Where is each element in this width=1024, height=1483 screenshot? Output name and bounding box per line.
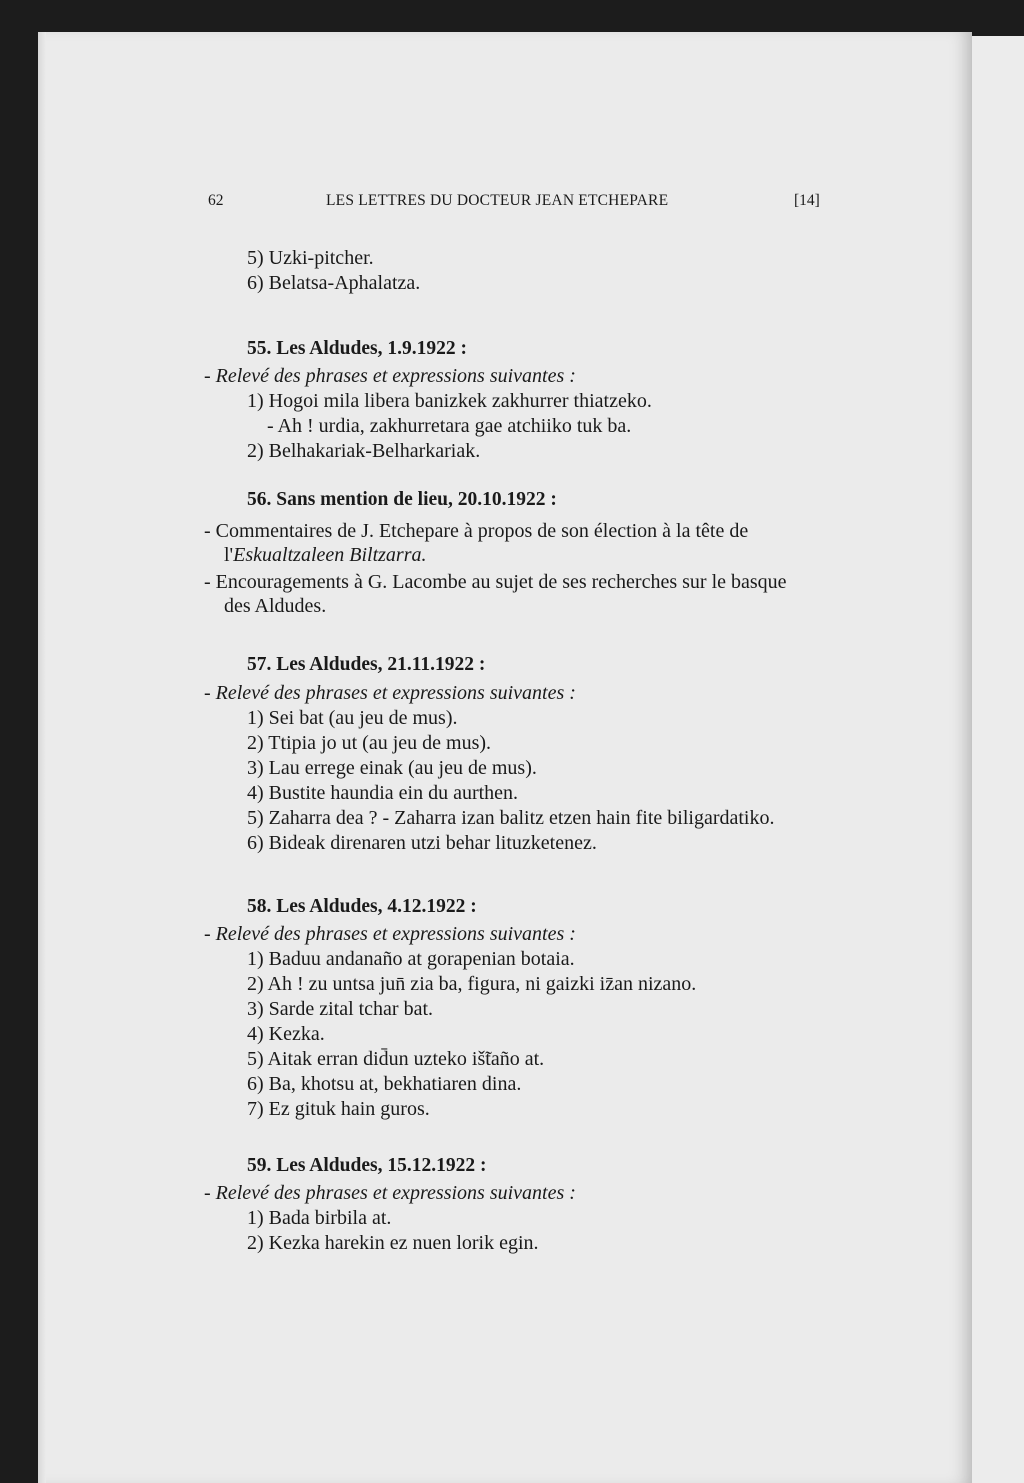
list-item: 1) Sei bat (au jeu de mus).	[247, 707, 458, 729]
list-item: 6) Belatsa-Aphalatza.	[247, 272, 421, 294]
page-number: 62	[208, 192, 224, 209]
section-heading: 58. Les Aldudes, 4.12.1922 :	[247, 896, 477, 917]
list-item: 7) Ez gituk hain guros.	[247, 1098, 430, 1120]
list-item: 5) Zaharra dea ? - Zaharra izan balitz etzen hain fite biligardatiko.	[247, 807, 775, 829]
list-item: 2) Ttipia jo ut (au jeu de mus).	[247, 732, 492, 754]
list-item: 4) Kezka.	[247, 1023, 325, 1045]
list-item: 5) Aitak erran did̄un uzteko iš̃taño at.	[247, 1048, 545, 1070]
page-gutter-shadow	[38, 32, 46, 1483]
list-item: 1) Baduu andanaño at gorapenian botaia.	[247, 948, 575, 970]
section-intro: - Relevé des phrases et expressions suivantes :	[204, 682, 576, 704]
list-item: 2) Ah ! zu untsa jun̄ zia ba, figura, ni gaizki iz̄an nizano.	[247, 973, 697, 995]
list-item: 3) Lau errege einak (au jeu de mus).	[247, 757, 537, 779]
list-item: 5) Uzki-pitcher.	[247, 247, 374, 269]
list-item: 6) Bideak direnaren utzi behar lituzketenez.	[247, 832, 597, 854]
section-intro: - Relevé des phrases et expressions suivantes :	[204, 1182, 576, 1204]
section-heading: 57. Les Aldudes, 21.11.1922 :	[247, 654, 486, 675]
running-title: LES LETTRES DU DOCTEUR JEAN ETCHEPARE	[326, 192, 669, 209]
list-item: 2) Kezka harekin ez nuen lorik egin.	[247, 1232, 539, 1254]
section-heading: 59. Les Aldudes, 15.12.1922 :	[247, 1155, 487, 1176]
paragraph-text: l'	[224, 544, 234, 566]
list-item: 1) Bada birbila at.	[247, 1207, 392, 1229]
section-intro: - Relevé des phrases et expressions suivantes :	[204, 365, 576, 387]
paragraph-line	[224, 543, 427, 567]
section-heading: 56. Sans mention de lieu, 20.10.1922 :	[247, 489, 557, 510]
running-header	[0, 192, 1024, 216]
section-intro: - Relevé des phrases et expressions suivantes :	[204, 923, 576, 945]
list-item: 3) Sarde zital tchar bat.	[247, 998, 434, 1020]
paragraph-line: - Commentaires de J. Etchepare à propos de son élection à la tête de	[204, 520, 749, 542]
paragraph-line: - Encouragements à G. Lacombe au sujet de ses recherches sur le basque	[204, 571, 787, 593]
list-item: - Ah ! urdia, zakhurretara gae atchiiko tuk ba.	[267, 415, 632, 437]
list-item: 2) Belhakariak-Belharkariak.	[247, 440, 481, 462]
paragraph-line: des Aldudes.	[224, 595, 327, 617]
page-reference: [14]	[794, 192, 820, 209]
list-item: 4) Bustite haundia ein du aurthen.	[247, 782, 519, 804]
list-item: 1) Hogoi mila libera banizkek zakhurrer thiatzeko.	[247, 390, 652, 412]
list-item: 6) Ba, khotsu at, bekhatiaren dina.	[247, 1073, 522, 1095]
facing-page-edge	[968, 36, 1024, 1483]
section-heading: 55. Les Aldudes, 1.9.1922 :	[247, 338, 467, 359]
paragraph-italic-text: Eskualtzaleen Biltzarra.	[233, 544, 427, 566]
